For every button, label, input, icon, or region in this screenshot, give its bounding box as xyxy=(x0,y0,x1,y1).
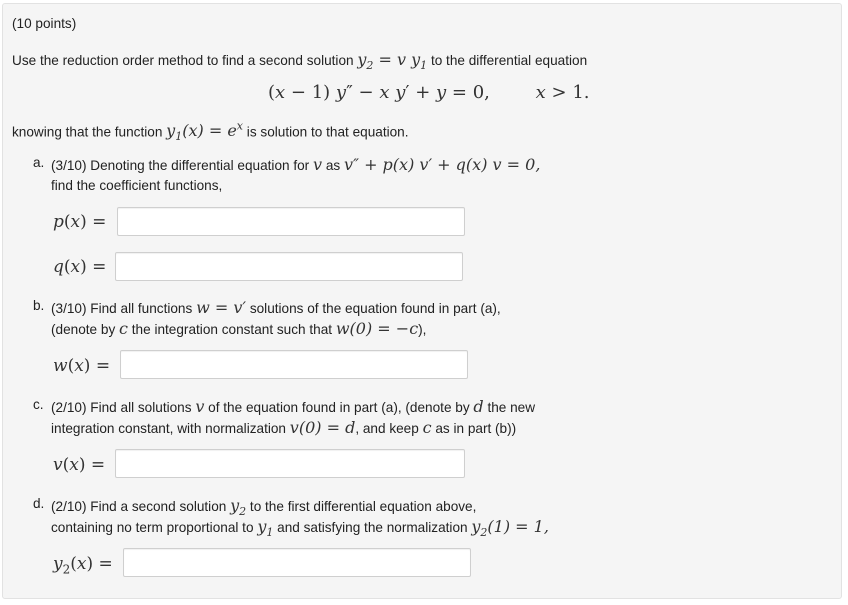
part-c-line1: (2/10) Find all solutions v of the equation found in part (a), (denote by d the new xyxy=(51,397,536,416)
v-label: v(x) = xyxy=(53,455,106,475)
math-y1: $y_1(x) = e^x$ xyxy=(166,120,244,144)
y2-label: $y_2(x)$ = xyxy=(53,554,113,577)
w-label: w(x) = xyxy=(53,356,111,376)
points-label: (10 points) xyxy=(12,16,77,31)
q-input[interactable] xyxy=(115,252,463,281)
part-d-line2: containing no term proportional to $y_1$ and satisfying the normalization $y_2(1) = 1$, xyxy=(51,517,549,540)
part-d-line1: (2/10) Find a second solution $y_2$ to the first differential equation above, xyxy=(51,496,477,519)
knowing-text: knowing that the function $y_1(x) = e^x$ is solution to that equation. xyxy=(12,120,409,144)
part-b-line1: (3/10) Find all functions w = v′ solutions of the equation found in part (a), xyxy=(51,298,501,317)
part-a-letter: a. xyxy=(33,155,45,170)
math-y2-eq: $y_2 = v$ $y_1$ xyxy=(357,50,428,73)
y2-input[interactable] xyxy=(123,548,471,577)
part-b-line2: (denote by c the integration constant such that w(0) = −c), xyxy=(51,319,427,338)
part-d-letter: d. xyxy=(33,496,45,511)
part-a-line2: find the coefficient functions, xyxy=(51,178,223,193)
math-v-equation: v″ + p(x) v′ + q(x) v = 0, xyxy=(343,155,541,174)
question-panel xyxy=(2,3,842,599)
differential-equation: (x − 1) y″ − x y′ + y = 0, x > 1. xyxy=(268,82,590,103)
part-b-letter: b. xyxy=(33,298,45,313)
part-a-line1: (3/10) Denoting the differential equation for v as v″ + p(x) v′ + q(x) v = 0, xyxy=(51,155,541,174)
q-label: q(x) = xyxy=(53,257,107,277)
part-c-line2: integration constant, with normalization v(0) = d, and keep c as in part (b)) xyxy=(51,418,517,437)
p-label: p(x) = xyxy=(53,212,107,232)
v-input[interactable] xyxy=(115,449,465,478)
intro-text: Use the reduction order method to find a second solution $y_2 = v$ $y_1$ to the differential equation xyxy=(12,50,588,73)
w-input[interactable] xyxy=(120,350,468,379)
p-input[interactable] xyxy=(117,207,465,236)
part-c-letter: c. xyxy=(33,397,44,412)
